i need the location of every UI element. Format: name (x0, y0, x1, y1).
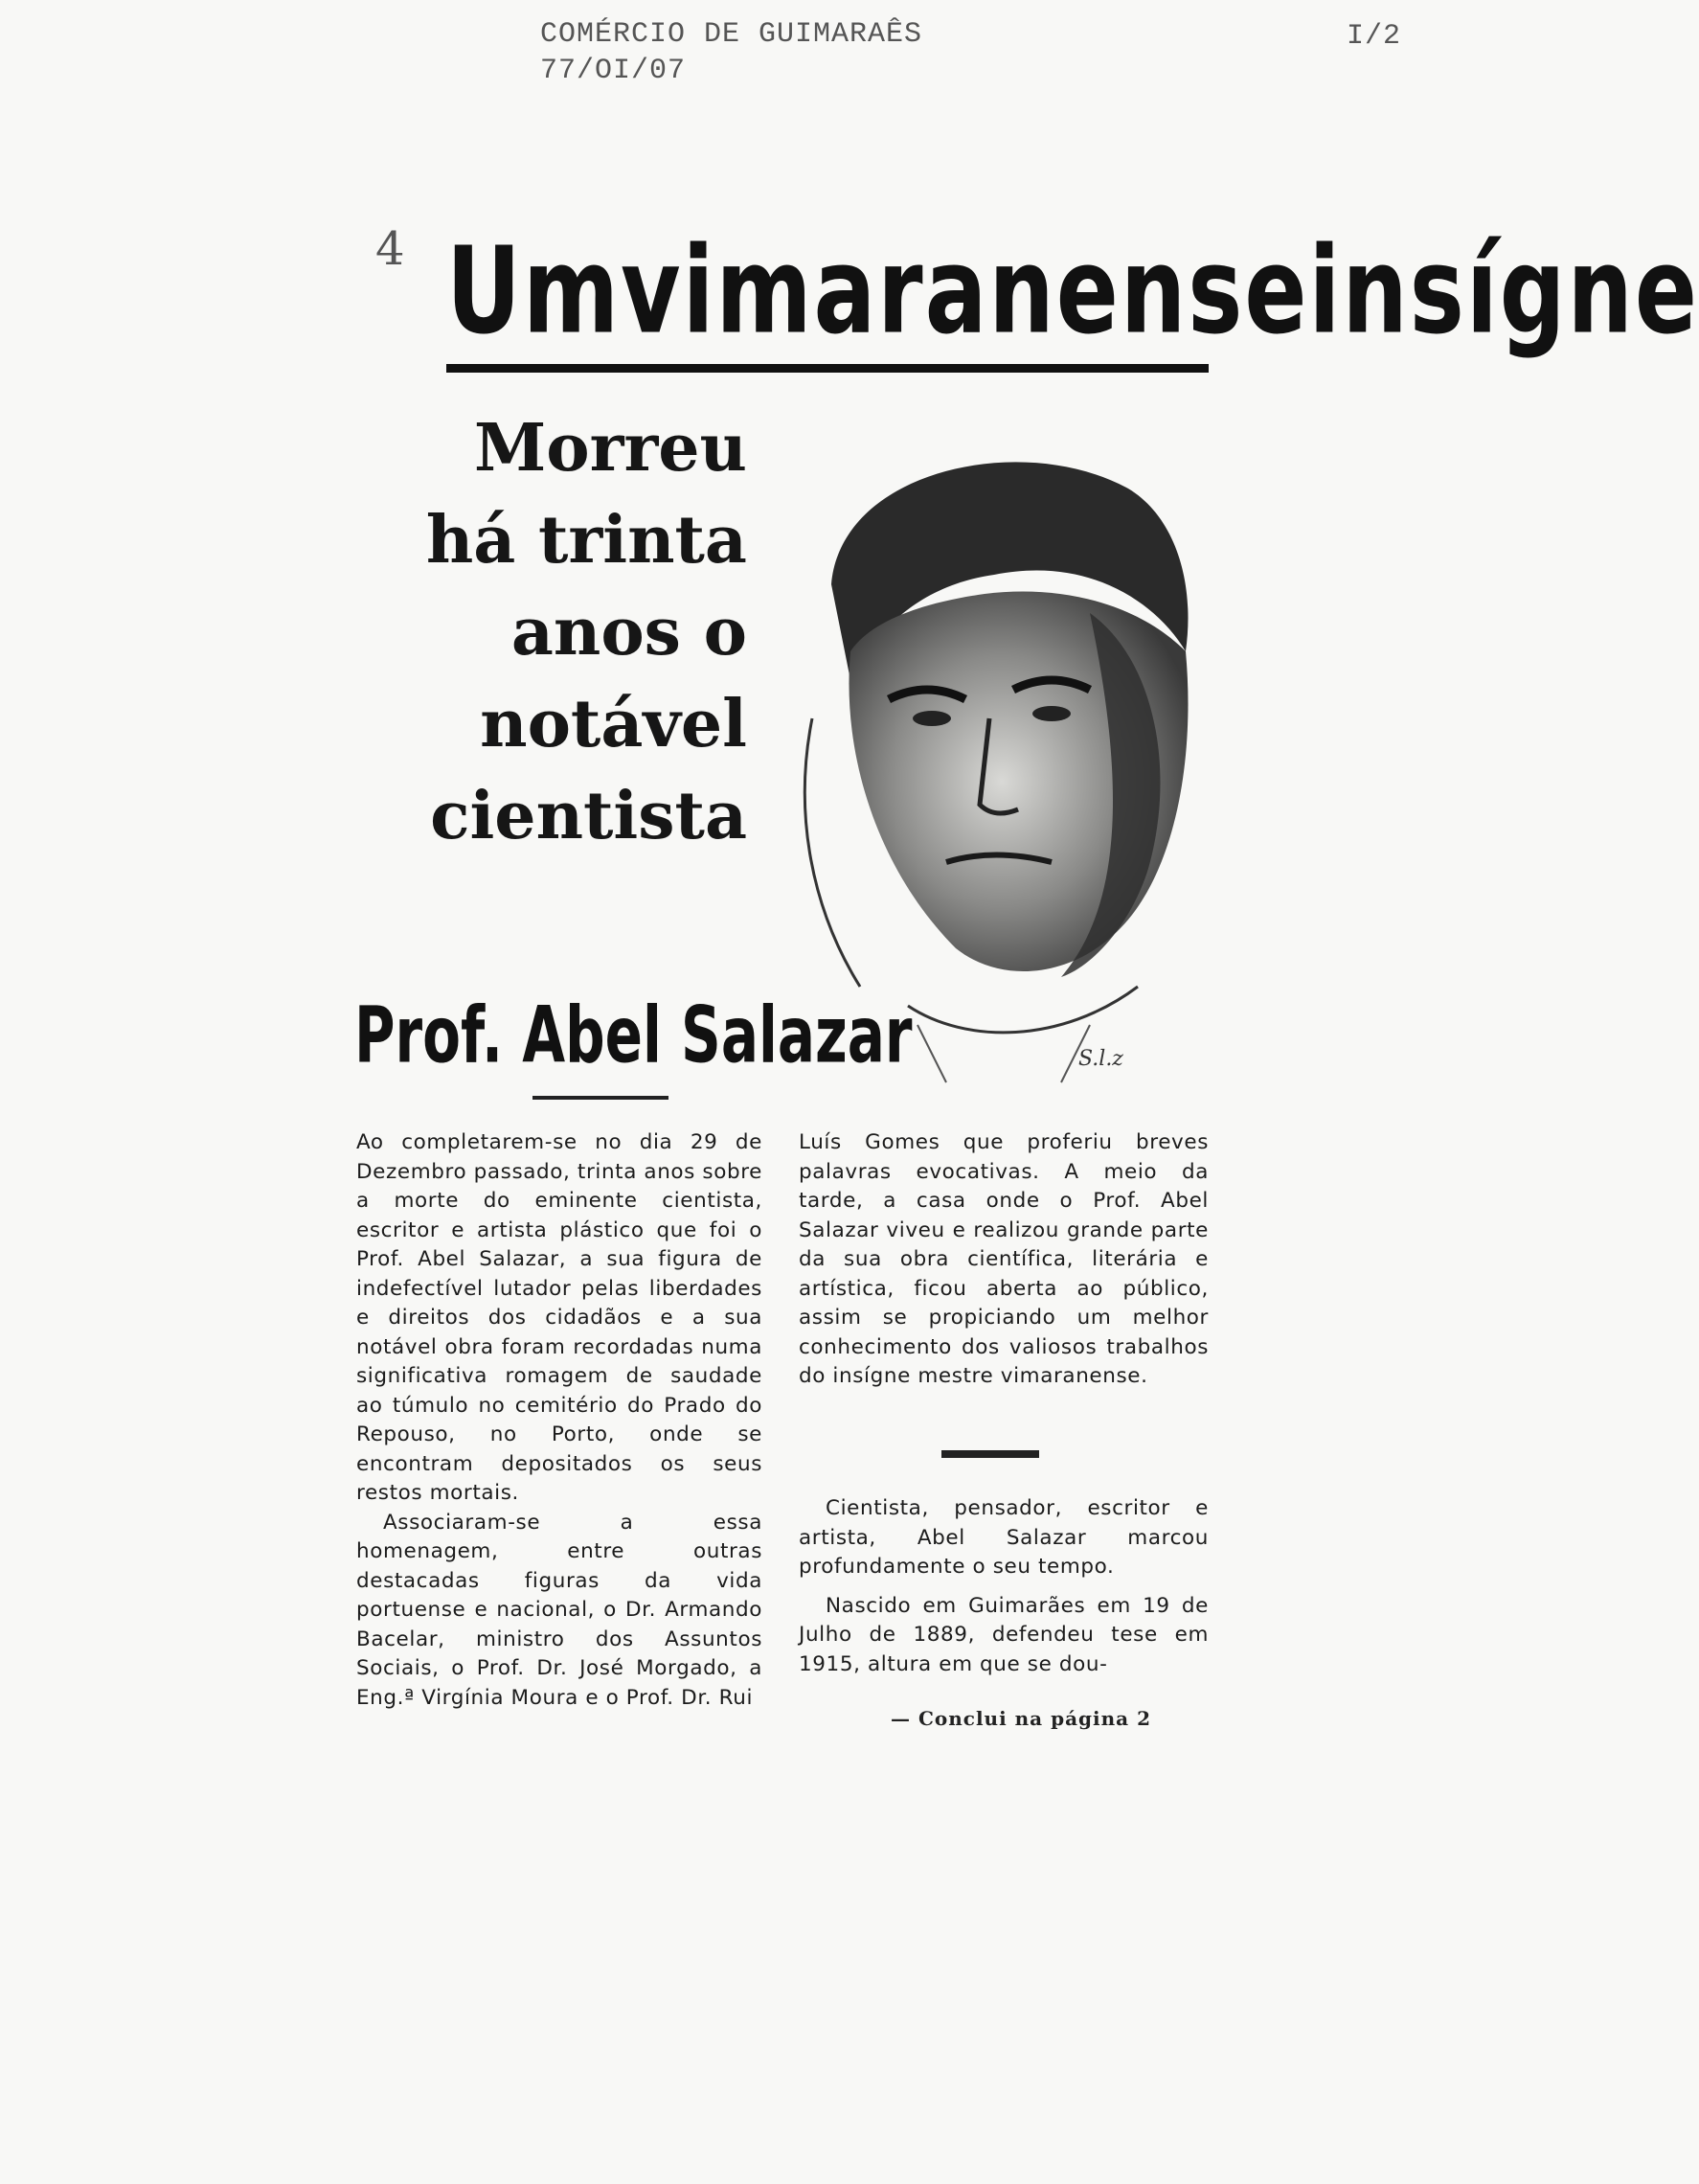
paragraph: Associaram-se a essa homenagem, entre outras destacadas figuras da vida portuense e nacional, o Dr. Armando Bacelar, ministro dos Assuntos Sociais, o Prof. Dr. José Morgado, a Eng.ª Virgínia Moura e o Prof. Dr. Rui (356, 1510, 762, 1710)
portrait-signature: S.l.z (1078, 1047, 1123, 1071)
paragraph: Cientista, pensador, escritor e artista, Abel Salazar marcou profundamente o seu tempo. (799, 1496, 1209, 1579)
paragraph: Luís Gomes que proferiu breves palavras evocativas. A meio da tarde, a casa onde o Prof. Abel Salazar viveu e realizou grande parte da sua obra científica, literária e artística, ficou aberta ao público, assim se propiciando um melhor conhecimento dos valiosos trabalhos do insígne mestre vimaranense. (799, 1130, 1209, 1388)
body-column-right-lower (799, 1494, 1209, 1679)
paragraph: Nascido em Guimarães em 19 de Julho de 1889, defendeu tese em 1915, altura em que se dou- (799, 1593, 1209, 1676)
paragraph: Ao completarem-se no dia 29 de Dezembro passado, trinta anos sobre a morte do eminente cientista, escritor e artista plástico que foi o Prof. Abel Salazar, a sua figura de indefectível lutador pelas liberdades e direitos dos cidadãos e a sua notável obra foram recordadas numa significativa romagem de saudade ao túmulo no cemitério do Prado do Repouso, no Porto, onde se encontram depositados os seus restos mortais. (356, 1130, 763, 1505)
banner-word: insígne (1308, 220, 1699, 361)
continuation-note: — Conclui na página 2 (891, 1707, 1152, 1730)
main-headline (393, 402, 747, 862)
headline-line: notável (480, 686, 747, 762)
source-date: 77/OI/07 (540, 54, 687, 87)
headline-line: cientista (430, 778, 747, 854)
portrait-drawing-icon (774, 412, 1214, 1082)
banner-word: vimaranense (620, 220, 1309, 361)
banner-word: Um (446, 220, 621, 361)
body-column-left (356, 1128, 762, 1713)
page-number: I/2 (1347, 20, 1402, 53)
source-title: COMÉRCIO DE GUIMARAÊS (540, 18, 923, 51)
subhead-name: Prof. Abel Salazar (354, 990, 913, 1081)
column-divider (941, 1450, 1039, 1458)
headline-line: Morreu (474, 410, 747, 487)
headline-line: há trinta (425, 502, 747, 579)
banner-rule (446, 364, 1209, 373)
body-column-right (799, 1128, 1209, 1392)
source-stamp (540, 17, 922, 89)
handwritten-mark: 4 (375, 222, 405, 276)
banner-headline (446, 189, 1699, 361)
headline-line: anos o (510, 594, 747, 671)
subhead-rule (532, 1096, 668, 1100)
